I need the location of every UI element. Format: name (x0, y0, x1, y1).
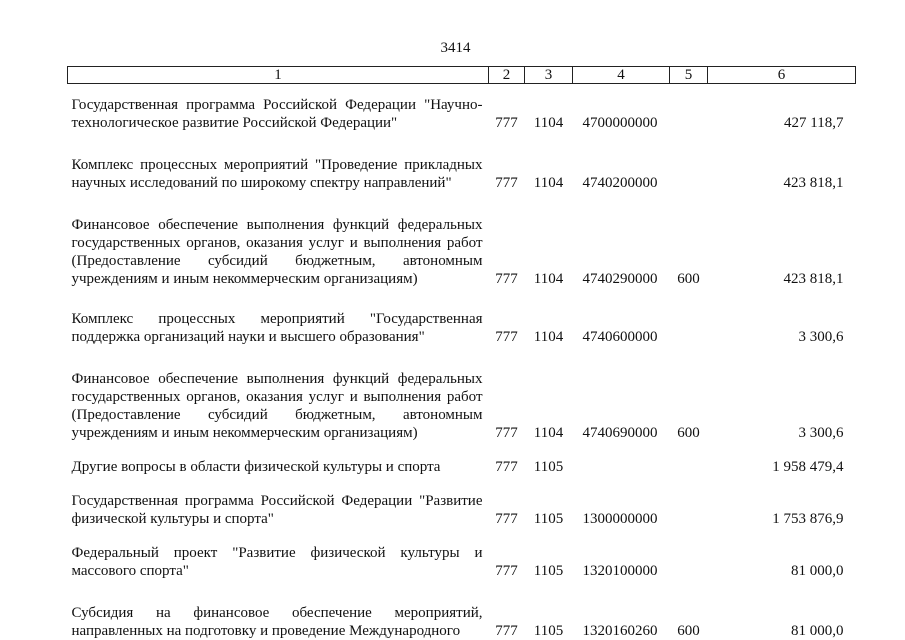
row-amount: 1 753 876,9 (772, 511, 844, 527)
row-rz: 1104 (533, 425, 564, 441)
table-row (68, 528, 856, 580)
row-name: Субсидия на финансовое обеспечение мероприятий, направленных на подготовку и проведение Международного (71, 605, 483, 639)
table-header (68, 67, 856, 84)
table-row (68, 580, 856, 640)
header-col-3: 3 (525, 67, 573, 84)
row-gr: 777 (495, 329, 518, 345)
row-name: Финансовое обеспечение выполнения функций федеральных государственных органов, оказания услуг и выполнения работ (Предоставление субсидий бюджетным, автономным учреждениям и иным некоммерческим организациям) (71, 371, 483, 441)
row-gr: 777 (495, 115, 518, 131)
row-vr (670, 528, 708, 580)
row-name: Комплекс процессных мероприятий "Государственная поддержка организаций науки и высшего образования" (71, 311, 483, 345)
header-col-6: 6 (708, 67, 856, 84)
row-csr: 1320160260 (582, 623, 658, 639)
row-gr: 777 (495, 425, 518, 441)
row-amount: 81 000,0 (791, 623, 844, 639)
table-row (68, 192, 856, 288)
row-name: Комплекс процессных мероприятий "Проведение прикладных научных исследований по широкому спектру направлений" (71, 157, 483, 191)
row-rz: 1105 (533, 623, 564, 639)
row-rz: 1105 (533, 563, 564, 579)
row-gr: 777 (495, 175, 518, 191)
row-vr (670, 132, 708, 192)
table-row (68, 476, 856, 528)
row-csr: 4740690000 (582, 425, 658, 441)
row-rz: 1104 (533, 175, 564, 191)
row-csr: 4740290000 (582, 271, 658, 287)
row-csr: 4700000000 (582, 115, 658, 131)
table-row (68, 346, 856, 442)
header-col-1: 1 (68, 67, 489, 84)
row-csr: 4740600000 (582, 329, 658, 345)
row-name: Финансовое обеспечение выполнения функций федеральных государственных органов, оказания услуг и выполнения работ (Предоставление субсидий бюджетным, автономным учреждениям и иным некоммерческим организациям) (71, 217, 483, 287)
row-vr (670, 476, 708, 528)
row-vr (670, 288, 708, 346)
row-name: Государственная программа Российской Федерации "Развитие физической культуры и спорта" (71, 493, 483, 527)
row-gr: 777 (495, 623, 518, 639)
row-csr (573, 442, 670, 476)
row-amount: 1 958 479,4 (772, 459, 844, 475)
row-gr: 777 (495, 511, 518, 527)
row-amount: 423 818,1 (783, 271, 844, 287)
row-csr: 1320100000 (582, 563, 658, 579)
header-col-2: 2 (489, 67, 525, 84)
row-csr: 4740200000 (582, 175, 658, 191)
row-name: Другие вопросы в области физической культуры и спорта (71, 459, 441, 475)
row-rz: 1105 (533, 459, 564, 475)
row-rz: 1104 (533, 329, 564, 345)
header-col-4: 4 (573, 67, 670, 84)
row-vr: 600 (677, 425, 700, 441)
table-row (68, 84, 856, 133)
table-row (68, 132, 856, 192)
row-amount: 3 300,6 (798, 329, 844, 345)
row-vr (670, 84, 708, 133)
row-rz: 1104 (533, 115, 564, 131)
row-gr: 777 (495, 563, 518, 579)
row-amount: 427 118,7 (784, 115, 844, 131)
table-row (68, 442, 856, 476)
row-rz: 1104 (533, 271, 564, 287)
row-gr: 777 (495, 271, 518, 287)
table-row (68, 288, 856, 346)
page-number: 3414 (440, 40, 471, 56)
row-rz: 1105 (533, 511, 564, 527)
row-amount: 81 000,0 (791, 563, 844, 579)
row-amount: 423 818,1 (783, 175, 844, 191)
row-vr: 600 (677, 623, 700, 639)
row-gr: 777 (495, 459, 518, 475)
row-amount: 3 300,6 (798, 425, 844, 441)
budget-table (67, 66, 856, 640)
row-vr: 600 (677, 271, 700, 287)
row-csr: 1300000000 (582, 511, 658, 527)
row-name: Государственная программа Российской Федерации "Научно-технологическое развитие Российской Федерации" (71, 97, 483, 131)
header-col-5: 5 (670, 67, 708, 84)
header-row (68, 67, 856, 84)
row-name: Федеральный проект "Развитие физической культуры и массового спорта" (71, 545, 483, 579)
table-body (68, 84, 856, 640)
row-vr (670, 442, 708, 476)
